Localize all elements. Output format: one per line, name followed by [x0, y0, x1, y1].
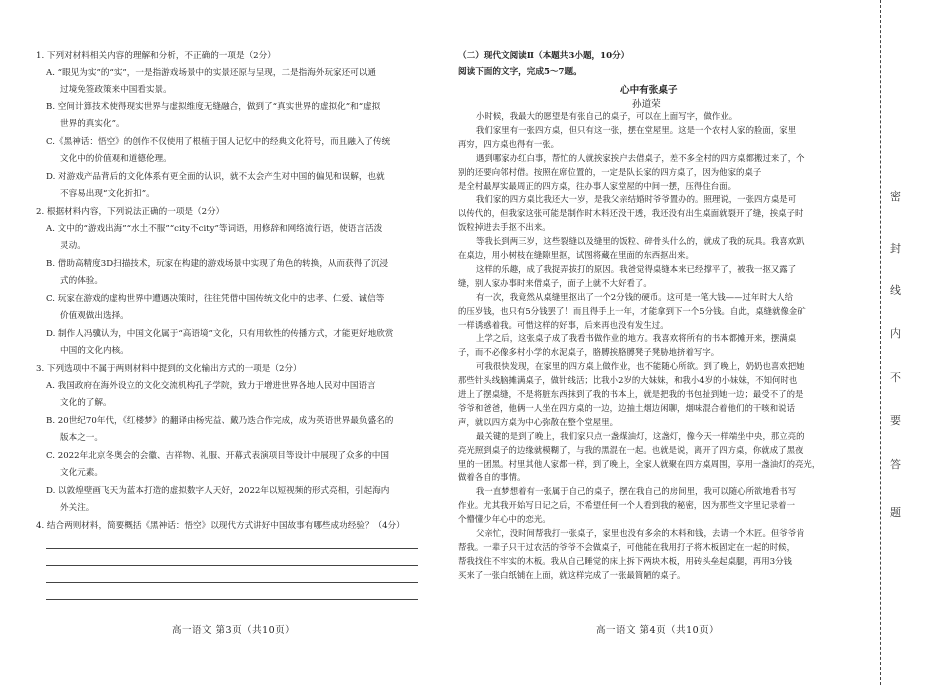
seal-char: 线 [890, 284, 901, 297]
article-line: 等我长到两三岁，这些裂缝以及缝里的饭粒、碎骨头什么的，就成了我的玩具。我喜欢趴 [476, 236, 805, 247]
article-line: 的压岁钱，也只有5分钱罢了！而且得手上一年，才能拿到下一个5分钱。自此，桌缝就像金矿 [458, 305, 806, 316]
article-line: 遇到哪家办红白事，帮忙的人就挨家挨户去借桌子，差不多全村的四方桌都搬过来了，个 [476, 152, 805, 163]
page-footer-4: 高一语文 第4页（共10页） [596, 625, 720, 636]
article-line: 子，而不必像多村小学的水泥桌子，胳膊挨胳膊凳子凳胁地挤着写字。 [458, 347, 720, 358]
q2-stem: 2. 根据材料内容，下列说法正确的一项是（2分） [36, 207, 225, 217]
answer-line[interactable] [46, 565, 418, 566]
article-line: 缝，别人家办事时来借桌子，面子上就不大好看了。 [458, 277, 652, 288]
q2-option-c: C. 玩家在游戏的虚构世界中遭遇决策时，往往凭借中国传统文化中的忠孝、仁爱、诚信等 [46, 294, 385, 304]
article-line: 那些针头线脑摊满桌子，做针线活；比我小2岁的大妹妹，和我小4岁的小妹妹，不知何时也 [458, 375, 798, 386]
section-instruction: 阅读下面的文字，完成5～7题。 [458, 67, 582, 77]
page-footer-3: 高一语文 第3页（共10页） [172, 625, 296, 636]
article-line: 帮我。一辈子只干过农活的爷爷不会做桌子，可他能在我用打子将木板固定在一起的时候， [458, 541, 795, 552]
q1-option-d-cont: 不容易出现“文化折扣”。 [60, 189, 155, 199]
dashed-binding-line [880, 0, 881, 685]
article-line: 饭粒掉进去手抠不出来。 [458, 222, 551, 233]
q1-option-d: D. 对游戏产品背后的文化体系有更全面的认识，就不太会产生对中国的偏见和误解，也就 [46, 172, 385, 182]
seal-char: 答 [890, 458, 901, 471]
q3-option-b: B. 20世纪70年代，《红楼梦》的翻译由杨宪益、戴乃迭合作完成，成为英语世界最负盛名的 [46, 416, 394, 426]
article-line: 再穷，四方桌也得有一张。 [458, 138, 560, 149]
answer-line[interactable] [46, 548, 418, 549]
q3-option-a: A. 我国政府在海外设立的文化交流机构孔子学院，致力于增进世界各地人民对中国语言 [46, 381, 376, 391]
article-author: 孙道荣 [632, 99, 661, 110]
seal-char: 不 [890, 371, 901, 384]
article-line: 作业。尤其我开始写日记之后，不希望任何一个人看到我的秘密，因为那些文字里记录着一 [458, 500, 795, 511]
q3-option-d-cont: 外关注。 [60, 503, 95, 513]
seal-char: 密 [890, 190, 901, 203]
q4-stem: 4. 结合两则材料，简要概括《黑神话：悟空》以现代方式讲好中国故事有哪些成功经验？（4分） [36, 521, 405, 531]
seal-char: 题 [890, 506, 901, 519]
article-line: 小时候，我最大的愿望是有张自己的桌子，可以在上面写字，做作业。 [476, 111, 738, 121]
article-line: 一样诱惑着我。可惜这样的好事，后来再也没有发生过。 [458, 319, 669, 330]
q3-option-c-cont: 文化元素。 [60, 468, 103, 478]
article-line: 有一次，我竟然从桌缝里抠出了一个2分钱的硬币。这可是一笔大钱——过年时大人给 [476, 291, 794, 302]
article-line: 我们家的四方桌比我还大一岁，是我父亲结婚时爷爷置办的。照理说，一张四方桌是可 [476, 194, 797, 205]
q1-option-b-cont: 世界的真实化”。 [60, 119, 125, 129]
q1-stem: 1. 下列对材料相关内容的理解和分析，不正确的一项是（2分） [36, 51, 276, 61]
article-line: 爷爷和爸爸，他俩一人坐在四方桌的一边，边抽土烟边闲聊，烟味混合着他们的干咳和说话 [458, 402, 795, 413]
article-line: 最关键的是到了晚上，我们家只点一盏煤油灯，这盏灯，像今天一样端坐中央，那立亮的 [476, 430, 805, 441]
article-line: 上学之后，这张桌子成了我看书做作业的地方。我喜欢将所有的书本都摊开来，摆满桌 [476, 333, 797, 344]
q1-option-a-cont: 过境免签政策来中国看实景。 [60, 85, 172, 95]
article-line: 是全村最厚实最周正的四方桌，往办事人家堂屋的中间一摆，压得住台面。 [458, 180, 737, 191]
right-page [458, 0, 858, 685]
article-line: 可我很快发现，在家里的四方桌上做作业，也不能随心所欲。到了晚上，奶奶也喜欢把她 [476, 361, 805, 372]
q2-option-b-cont: 式的体验。 [60, 276, 103, 286]
article-line: 帮我找住不牢实的木板。我从自己睡觉的床上拆下两块木板，用砖头垒起桌腿，再用3分钱 [458, 555, 792, 566]
article-line: 父亲忙，没时间帮我打一张桌子，家里也没有多余的木料和钱，去请一个木匠。但爷爷肯 [476, 528, 805, 538]
q1-option-c-cont: 文化中的价值观和道德伦理。 [60, 154, 172, 164]
q2-option-d-cont: 中国的文化内核。 [60, 346, 129, 356]
q2-option-b: B. 借助高精度3D扫描技术，玩家在构建的游戏场景中实现了角色的转换，从而获得了沉浸 [46, 259, 389, 269]
q2-option-a-cont: 灵动。 [60, 241, 86, 251]
q2-option-d: D. 制作人冯骥认为，中国文化属于“高语境”文化，只有用软性的传播方式，才能更好地欣赏 [46, 329, 394, 339]
seal-char: 内 [890, 327, 901, 340]
q3-option-c: C. 2022年北京冬奥会的会徽、吉祥物、礼服、开幕式表演项目等设计中展现了众多的中国 [46, 451, 389, 461]
answer-line[interactable] [46, 582, 418, 583]
article-title: 心中有张桌子 [620, 85, 678, 96]
seal-char: 要 [890, 414, 901, 427]
q1-option-a: A. “眼见为实”的“实”，一是指游戏场景中的实景还原与呈现，二是指海外玩家还可以通 [46, 68, 377, 78]
answer-line[interactable] [46, 599, 418, 600]
q3-option-b-cont: 版本之一。 [60, 433, 103, 443]
q3-option-a-cont: 文化的了解。 [60, 398, 112, 408]
article-line: 里的一团黑。村里其他人家都一样，到了晚上，全家人就聚在四方桌周围，享用一盏油灯的亮光， [458, 458, 821, 469]
article-line: 以传代的，但我家这张可能是制作时木料还没干透，我还没有出生桌面就裂开了缝，挨桌子时 [458, 208, 804, 219]
article-line: 别的还要向邻村借。按照在席位置的，一定是队长家的四方桌了，因为他家的桌子 [458, 166, 762, 177]
article-line: 个懵懂少年心中的恋光。 [458, 514, 551, 525]
q1-option-b: B. 空间计算技术使得现实世界与虚拟维度无缝融合，做到了“真实世界的虚拟化”和“虚拟 [46, 102, 381, 112]
q3-stem: 3. 下列选项中不属于两则材料中提到的文化输出方式的一项是（2分） [36, 364, 302, 374]
section-heading: （二）现代文阅读Ⅱ（本题共3小题，10分） [458, 51, 630, 61]
seal-char: 封 [890, 242, 901, 255]
article-line: 声，就以四方桌为中心弥散在整个堂屋里。 [458, 416, 619, 427]
left-page [30, 0, 430, 685]
article-line: 在桌边，用小树枝在缝隙里抠，试图将藏在里面的东西抠出来。 [458, 250, 694, 260]
q2-option-a: A. 文中的“游戏出海”“水土不服”“city不city”等词语，用修辞和网络流行语，使语言活泼 [46, 224, 383, 234]
article-line: 做着各自的事情。 [458, 472, 526, 483]
article-line: 进上了摆桌缝，不是将脏东西抹到了我的书本上，就是把我的书包扯到她一边；最受不了的是 [458, 389, 804, 399]
article-line: 这样的乐趣，成了我捉弄拔打的原因。我爸觉得桌缝本来已经撑平了，被我一抠又露了 [476, 263, 797, 274]
q3-option-d: D. 以敦煌壁画飞天为蓝本打造的虚拟数字人天好，2022年以短视频的形式亮相，引起海内 [46, 486, 390, 496]
q2-option-c-cont: 价值观做出选择。 [60, 311, 129, 321]
q1-option-c: C.《黑神话：悟空》的创作不仅使用了根植于国人记忆中的经典文化符号，而且融入了传统 [46, 137, 391, 147]
article-line: 我们家里有一张四方桌，但只有这一张，摆在堂屋里。这是一个农村人家的脸面，家里 [476, 124, 797, 135]
article-line: 我一直梦想着有一张属于自己的桌子，摆在我自己的房间里，我可以随心所欲地看书写 [476, 486, 797, 497]
article-line: 亮光照到桌子的边缘就模糊了，与我的黑混在一起。也就是说，离开了四方桌，你就成了黑夜 [458, 444, 804, 455]
binding-margin [880, 0, 950, 685]
article-line: 买来了一张白纸铺在上面，就这样完成了一张最简陋的桌子。 [458, 569, 686, 580]
